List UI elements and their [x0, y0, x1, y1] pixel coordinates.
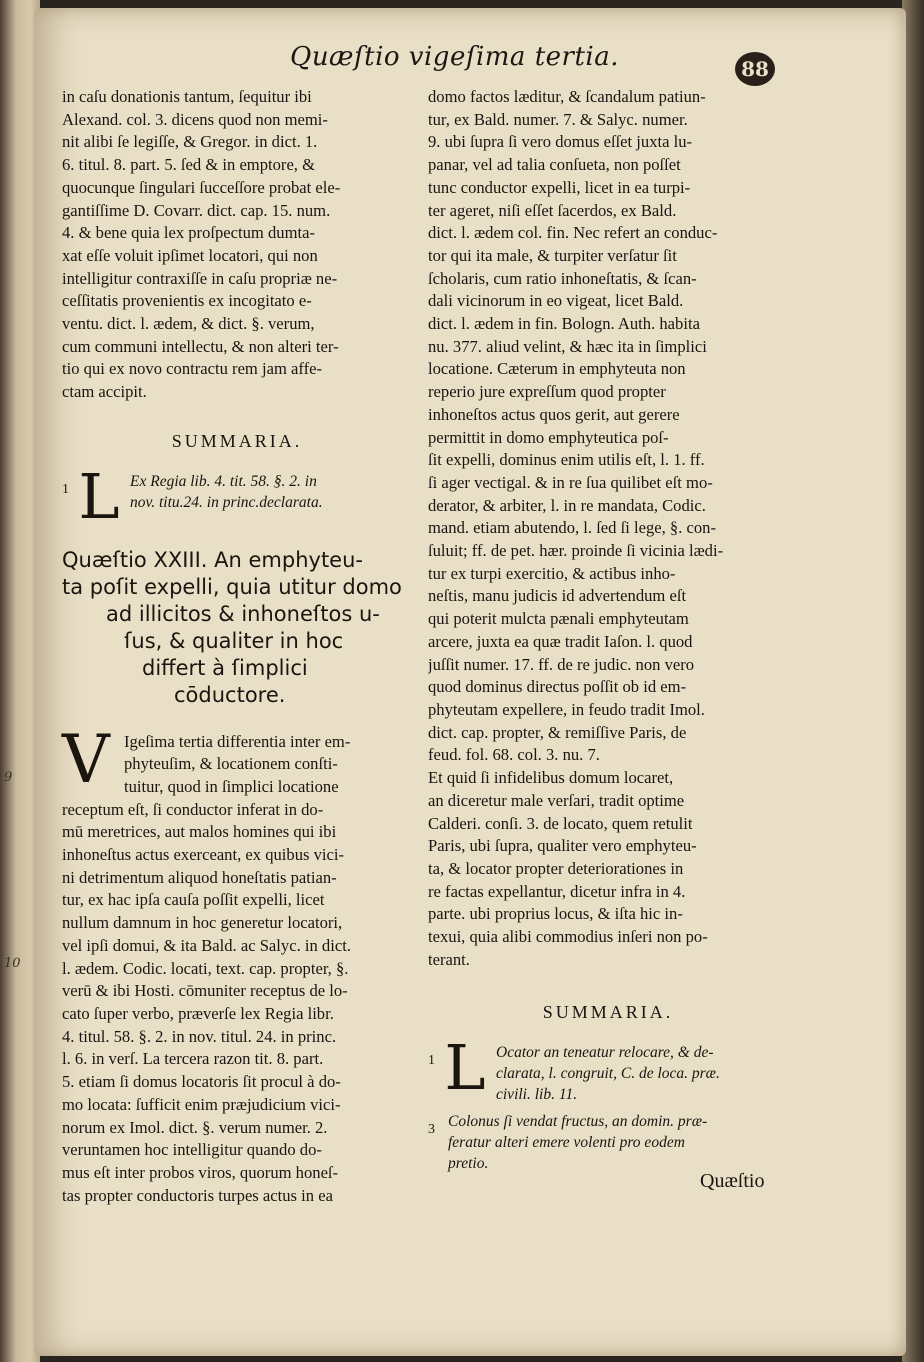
text-line: Et quid ſi infidelibus domum locaret,	[428, 768, 674, 788]
page-number: 88	[735, 52, 775, 86]
text-line: intelligitur contraxiſſe in caſu propriæ ne-	[62, 268, 338, 288]
text-line: derator, & arbiter, l. in re mandata, Codic.	[428, 495, 706, 515]
summary-line: nov. titu.24. in princ.declarata.	[130, 493, 323, 511]
text-line: parte. ubi proprius locus, & iſta hic in-	[428, 904, 683, 924]
text-line: Alexand. col. 3. dicens quod non memi-	[62, 109, 328, 129]
summary-line: feratur alteri emere volenti pro eodem	[448, 1134, 685, 1152]
summary-number: 1	[62, 481, 69, 497]
text-line: ſit expelli, dominus enim utilis eſt, l. 1. ff.	[428, 450, 705, 470]
text-line: ter ageret, niſi eſſet ſacerdos, ex Bald.	[428, 200, 677, 220]
text-line: reperio jure expreſſum quod propter	[428, 382, 666, 402]
text-line: verū & ibi Hosti. cōmuniter receptus de lo-	[62, 981, 348, 1001]
text-line: quocunque ſingulari ſucceſſore probat ele-	[62, 177, 341, 197]
text-line: dali vicinorum in eo vigeat, licet Bald.	[428, 291, 684, 311]
text-line: in caſu donationis tantum, ſequitur ibi	[62, 87, 312, 106]
summary-entry	[62, 459, 412, 533]
title-line: Quæſtio XXIII. An emphyteu-	[62, 547, 363, 572]
summary-number: 1	[428, 1053, 435, 1069]
text-line: arcere, juxta ea quæ tradit Iaſon. l. quod	[428, 631, 693, 651]
summary-line: Ocator an teneatur relocare, & de-	[496, 1044, 714, 1062]
text-line: inhoneſtos actus quos gerit, aut gerere	[428, 404, 680, 424]
drop-cap: V	[62, 720, 110, 798]
text-line: nu. 377. aliud velint, & hæc ita in ſimplici	[428, 336, 707, 356]
title-line: ſus, & qualiter in hoc	[124, 628, 344, 653]
summaria-heading: SUMMARIA.	[171, 430, 303, 451]
summary-entry	[428, 1111, 788, 1174]
text-line: re factas expellantur, dicetur infra in 4.	[428, 881, 686, 901]
text-line: ceſſitatis provenientis ex incogitato e-	[62, 291, 312, 311]
summary-line: Colonus ſi vendat fructus, an domin. præ-	[448, 1113, 708, 1131]
text-line: gantiſſime D. Covarr. dict. cap. 15. num.	[62, 200, 331, 220]
title-line: cōductore.	[174, 682, 286, 707]
text-line: quod dominus directus poſſit ob id em-	[428, 677, 687, 697]
text-line: dict. cap. propter, & remiſſive Paris, de	[428, 722, 687, 742]
text-line: receptum eſt, ſi conductor inferat in do-	[62, 799, 324, 819]
text-line: ta, & locator propter deteriorationes in	[428, 858, 684, 878]
summary-line: Ex Regia lib. 4. tit. 58. §. 2. in	[130, 472, 317, 490]
summary-text	[442, 1111, 707, 1174]
text-line: juſſit numer. 17. ff. de re judic. non vero	[428, 654, 695, 674]
drop-cap: L	[444, 1031, 486, 1105]
catchword: Quæſtio	[700, 1170, 765, 1192]
text-line: ſi ager vectigal. & in re ſua quilibet eſt mo-	[428, 472, 713, 492]
summary-text	[130, 471, 323, 513]
text-line: l. 6. in verſ. La tercera razon tit. 8. part.	[62, 1049, 324, 1069]
text-line: feud. fol. 68. col. 3. nu. 7.	[428, 745, 600, 765]
text-line: nullum damnum in hoc generetur locatori,	[62, 913, 343, 933]
text-line: terant.	[428, 949, 470, 969]
text-line: dict. l. ædem in fin. Bologn. Auth. habita	[428, 314, 700, 334]
text-line: tuitur, quod in ſimplici locatione	[124, 776, 339, 796]
text-line: ni detrimentum aliquod honeſtatis patian-	[62, 867, 337, 887]
text-line: domo factos læditur, & ſcandalum patiun-	[428, 87, 706, 106]
text-line: l. ædem. Codic. locati, text. cap. propter, §.	[62, 958, 349, 978]
text-line: Igeſima tertia differentia inter em-	[124, 731, 351, 751]
text-line: Calderi. conſi. 3. de locato, quem retulit	[428, 813, 693, 833]
text-line: phyteutam expellere, in feudo tradit Imol.	[428, 699, 705, 719]
text-line: locatione. Cæterum in emphyteuta non	[428, 359, 686, 379]
text-line: tas propter conductoris turpes actus in ea	[62, 1185, 333, 1205]
text-line: tunc conductor expelli, licet in ea turpi-	[428, 177, 691, 197]
text-line: panar, vel ad talia conſueta, non poſſet	[428, 155, 681, 175]
text-line: tio qui ex novo contractu rem jam affe-	[62, 359, 323, 379]
text-line: qui poterit mulcta pænali emphyteutam	[428, 609, 689, 629]
text-line: 6. titul. 8. part. 5. ſed & in emptore, &	[62, 155, 316, 175]
text-line: 4. titul. 58. §. 2. in nov. titul. 24. in princ.	[62, 1026, 337, 1046]
text-line: dict. l. ædem col. fin. Nec refert an conduc-	[428, 223, 718, 243]
text-line: 5. etiam ſi domus locatoris ſit procul à do-	[62, 1072, 341, 1092]
text-line: inhoneſtus actus exerceant, ex quibus vici-	[62, 845, 345, 865]
text-line: permittit in domo emphyteutica poſ-	[428, 427, 669, 447]
body-paragraph	[62, 720, 412, 1208]
text-line: 4. & bene quia lex proſpectum dumta-	[62, 223, 315, 243]
text-line: cum communi intellectu, & non alteri ter-	[62, 336, 339, 356]
text-line: norum ex Imol. dict. §. verum numer. 2.	[62, 1117, 328, 1137]
text-line: nit alibi ſe legiſſe, & Gregor. in dict. 1.	[62, 132, 318, 152]
text-line: ctam accipit.	[62, 382, 147, 402]
text-line: tur, ex Bald. numer. 7. & Salyc. numer.	[428, 109, 688, 129]
text-line: mo locata: ſufficit enim præjudicium vici-	[62, 1094, 341, 1114]
text-line: ſcholaris, cum ratio inhoneſtatis, & ſcan-	[428, 268, 697, 288]
text-line: cato ſuper verbo, præverſe lex Regia libr.	[62, 1003, 334, 1023]
left-column	[62, 86, 412, 1207]
summary-line: pretio.	[448, 1155, 489, 1173]
right-column-text	[428, 86, 788, 971]
summary-text	[496, 1042, 720, 1105]
text-line: tur, ex hac ipſa cauſa poſſit expelli, licet	[62, 890, 325, 910]
summary-entry	[428, 1031, 788, 1105]
left-margin-marks	[0, 0, 34, 1362]
margin-mark: 9	[4, 770, 13, 785]
margin-mark: 10	[4, 956, 21, 971]
quaestio-title	[62, 547, 412, 709]
text-line: 9. ubi ſupra ſi vero domus eſſet juxta lu-	[428, 132, 693, 152]
right-column	[428, 86, 788, 1180]
text-line: mand. etiam abutendo, l. ſed ſi lege, §. con-	[428, 518, 717, 538]
text-line: Paris, ubi ſupra, qualiter vero emphyteu-	[428, 836, 697, 856]
text-line: tur ex turpi exercitio, & actibus inho-	[428, 563, 676, 583]
text-line: texui, quia alibi commodius inſeri non po-	[428, 927, 708, 947]
text-line: mus eſt inter probos viros, quorum honeſ-	[62, 1162, 339, 1182]
text-line: an diceretur male verſari, tradit optime	[428, 790, 685, 810]
running-head: Quæſtio vigeſima tertia.	[290, 42, 619, 72]
text-line: ſuluit; ff. de pet. hær. proinde ſi vicinia lædi-	[428, 541, 724, 561]
text-line: ventu. dict. l. ædem, & dict. §. verum,	[62, 314, 315, 334]
text-line: neſtis, manu judicis id advertendum eſt	[428, 586, 687, 606]
drop-cap: L	[78, 459, 120, 533]
summary-line: civili. lib. 11.	[496, 1086, 578, 1104]
summary-number: 3	[428, 1122, 435, 1138]
text-line: mū meretrices, aut malos homines qui ibi	[62, 822, 337, 842]
text-line: veruntamen hoc intelligitur quando do-	[62, 1140, 322, 1160]
left-column-top-text	[62, 86, 412, 404]
title-line: ad illicitos & inhoneſtos u-	[106, 601, 380, 626]
summaria-heading: SUMMARIA.	[542, 1002, 674, 1023]
summary-line: clarata, l. congruit, C. de loca. præ.	[496, 1065, 720, 1083]
text-line: vel ipſi domui, & ita Bald. ac Salyc. in dict.	[62, 935, 351, 955]
title-line: differt à ſimplici	[142, 655, 308, 680]
text-line: phyteuſim, & locationem conſti-	[124, 754, 338, 774]
text-line: tor qui ita male, & turpiter verſatur ſit	[428, 245, 677, 265]
text-line: xat eſſe voluit ipſimet locatori, qui non	[62, 245, 318, 265]
title-line: ta poſit expelli, quia utitur domo	[62, 574, 402, 599]
body-text	[62, 720, 412, 1208]
